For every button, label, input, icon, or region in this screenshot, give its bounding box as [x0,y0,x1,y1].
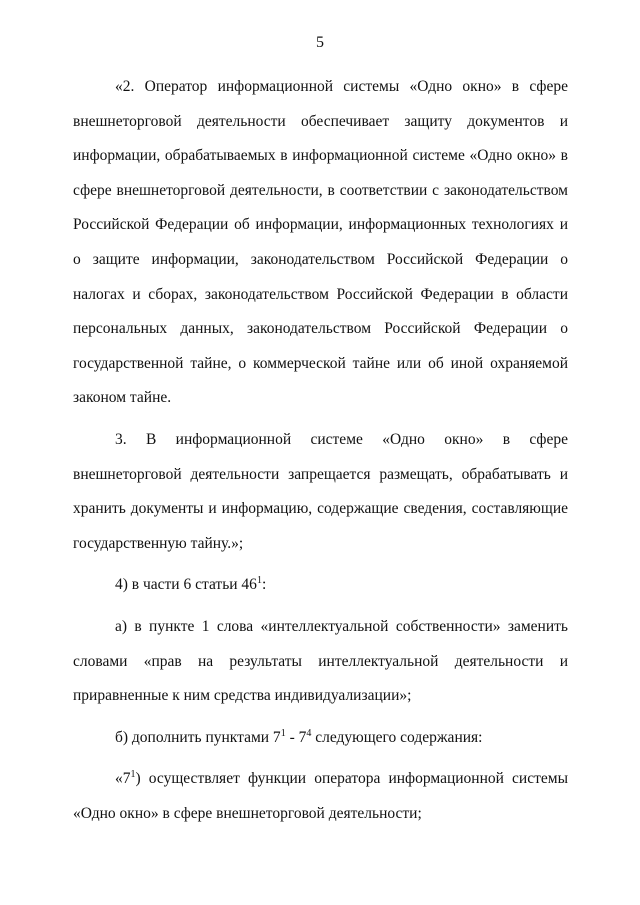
paragraph-text: «2. Оператор информационной системы «Одно окно» в сфере внешнеторговой деятельности обеспечивает защиту документов и информации, обрабатываемых в информационной системе «Одно окно» в сфере внешнеторговой деятельности, в соответствии с законодательством Российской Федерации об информации, информационных технологиях и о защите информации, законодательством Российской Федерации о налогах и сборах, законодательством Российской Федерации в области персональных данных, законодательством Российской Федерации о государственной тайне, о коммерческой тайне или об иной охраняемой законом тайне. [73,78,568,407]
paragraph-point-7-1 [73,762,568,831]
paragraph-text: следующего содержания: [311,728,483,746]
paragraph-text: а) в пункте 1 слова «интеллектуальной собственности» заменить словами «прав на результаты интеллектуальной деятельности и приравненные к ним средства индивидуализации»; [73,617,568,705]
superscript-point-start: 1 [280,727,286,739]
paragraph-subclause-a [73,610,568,714]
superscript-article-index: 1 [256,575,262,587]
paragraph-text: «7 [115,770,131,788]
paragraph-subclause-b [73,721,568,756]
paragraph-text: 4) в части 6 статьи 46 [115,576,257,594]
paragraph-text: б) дополнить пунктами 7 [115,728,281,746]
superscript-point-number: 1 [130,769,136,781]
paragraph-item-3 [73,423,568,561]
paragraph-text: ) осуществляет функции оператора информационной системы «Одно окно» в сфере внешнеторговой деятельности; [73,770,568,822]
paragraph-text: : [261,576,267,594]
document-body [73,70,568,831]
paragraph-text: 3. В информационной системе «Одно окно» в сфере внешнеторговой деятельности запрещается размещать, обрабатывать и хранить документы и информацию, содержащие сведения, составляющие государственную тайну.»; [73,430,568,552]
paragraph-clause-4 [73,568,568,603]
superscript-point-end: 4 [306,727,312,739]
page-number: 5 [316,34,324,51]
paragraph-text: - 7 [285,728,307,746]
paragraph-item-2 [73,70,568,416]
